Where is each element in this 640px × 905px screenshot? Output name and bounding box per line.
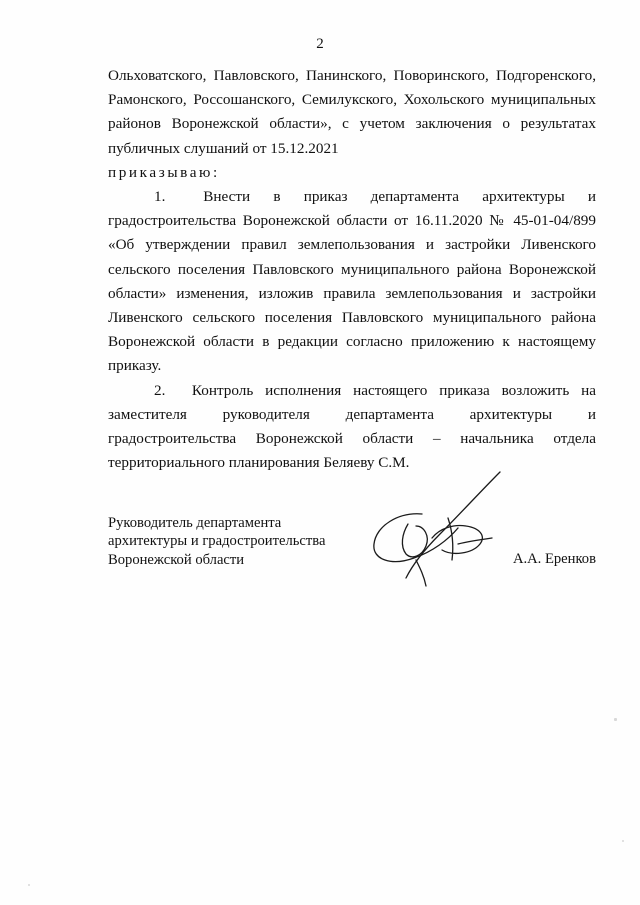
signer-title-line: Руководитель департамента bbox=[108, 515, 282, 531]
order-item-number: 2. bbox=[154, 381, 166, 399]
scan-speck bbox=[622, 840, 624, 842]
document-body bbox=[108, 64, 596, 475]
page-number: 2 bbox=[316, 36, 324, 52]
scan-speck bbox=[28, 884, 30, 886]
order-item-text: Внести в приказ департамента архитектуры и градостроительства Воронежской области от 16.11.2020 № 45-01-04/899 «Об утверждении правил землепользования и застройки Ливенского сельского поселения Павловского муниципального района Воронежской области» изменения, изложив правила землепользования и застройки Ливенского сельского поселения Павловского муниципального района Воронежской области в редакции согласно приложению к настоящему приказу. bbox=[108, 188, 596, 375]
intro-paragraph: Ольховатского, Павловского, Панинского, Поворинского, Подгоренского, Рамонского, Россошанского, Семилукского, Хохольского муниципальных районов Воронежской области», с учетом заключения о результатах публичных слушаний от 15.12.2021 bbox=[108, 67, 596, 157]
signer-title bbox=[108, 514, 325, 569]
scan-speck bbox=[614, 718, 617, 721]
signer-name: А.А. Еренков bbox=[512, 551, 596, 567]
handwritten-signature bbox=[362, 468, 522, 598]
order-item-1 bbox=[108, 185, 596, 379]
signer-title-line: архитектуры и градостроительства bbox=[108, 533, 326, 550]
order-word: приказываю: bbox=[108, 163, 220, 181]
order-item-text: Контроль исполнения настоящего приказа возложить на заместителя руководителя департамента архитектуры и градостроительства Воронежской области – начальника отдела территориального планирования Беляеву С.М. bbox=[108, 381, 596, 472]
signer-title-line: Воронежской области bbox=[108, 551, 245, 568]
signature-block bbox=[108, 514, 596, 614]
order-item-2 bbox=[108, 379, 596, 476]
order-item-number: 1. bbox=[154, 188, 166, 206]
